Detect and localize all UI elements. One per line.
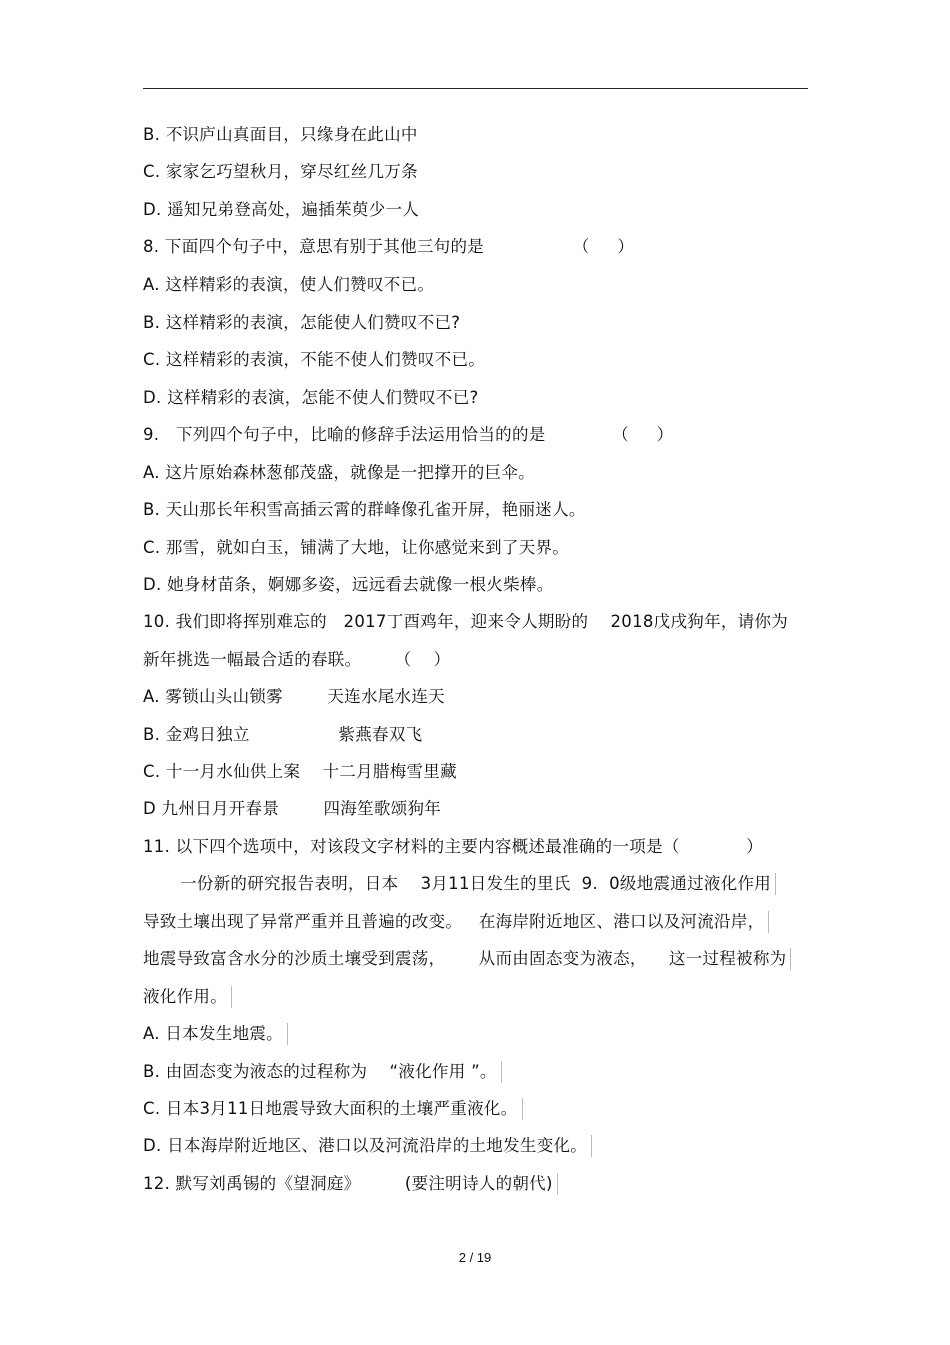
passage-line-4: 液化作用。: [143, 986, 232, 1008]
question-10-cont: 新年挑选一幅最合适的春联。 （ ）: [143, 650, 451, 669]
option-11b: B. 由固态变为液态的过程称为 “液化作用 ”。: [143, 1061, 502, 1083]
option-10d: D 九州日月开春景 四海笙歌颂狗年: [143, 799, 442, 818]
question-10: 10. 我们即将挥别难忘的 2017丁酉鸡年，迎来令人期盼的 2018戊戌狗年，请你为: [143, 612, 789, 631]
option-8c: C. 这样精彩的表演，不能不使人们赞叹不已。: [143, 350, 486, 369]
question-9: 9. 下列四个句子中，比喻的修辞手法运用恰当的的是 （ ）: [143, 425, 674, 444]
option-7c: C. 家家乞巧望秋月，穿尽红丝几万条: [143, 162, 418, 181]
option-10a: A. 雾锁山头山锁雾 天连水尾水连天: [143, 687, 445, 706]
option-9a: A. 这片原始森林葱郁茂盛，就像是一把撑开的巨伞。: [143, 463, 535, 482]
option-8b: B. 这样精彩的表演，怎能使人们赞叹不已?: [143, 313, 461, 332]
question-8: 8. 下面四个句子中，意思有别于其他三句的是 （ ）: [143, 237, 635, 256]
page-number: 2 / 19: [458, 1250, 492, 1265]
header-rule: [143, 88, 808, 89]
question-11: 11. 以下四个选项中，对该段文字材料的主要内容概述最准确的一项是（ ）: [143, 837, 764, 856]
option-9d: D. 她身材苗条，婀娜多姿，远远看去就像一根火柴棒。: [143, 575, 554, 594]
option-11d: D. 日本海岸附近地区、港口以及河流沿岸的土地发生变化。: [143, 1135, 592, 1157]
passage-line-2: 导致土壤出现了异常严重并且普遍的改变。 在海岸附近地区、港口以及河流沿岸，: [143, 911, 769, 933]
passage-line-1: 一份新的研究报告表明，日本 3月11日发生的里氏 9. 0级地震通过液化作用: [180, 873, 776, 895]
option-10c: C. 十一月水仙供上案 十二月腊梅雪里藏: [143, 762, 457, 781]
option-9b: B. 天山那长年积雪高插云霄的群峰像孔雀开屏，艳丽迷人。: [143, 500, 586, 519]
option-7b: B. 不识庐山真面目，只缘身在此山中: [143, 125, 418, 144]
option-10b: B. 金鸡日独立 紫燕春双飞: [143, 725, 423, 744]
option-8d: D. 这样精彩的表演，怎能不使人们赞叹不已?: [143, 388, 479, 407]
passage-line-3: 地震导致富含水分的沙质土壤受到震荡， 从而由固态变为液态， 这一过程被称为: [143, 948, 791, 970]
option-8a: A. 这样精彩的表演，使人们赞叹不已。: [143, 275, 435, 294]
option-9c: C. 那雪，就如白玉，铺满了大地，让你感觉来到了天界。: [143, 538, 570, 557]
option-7d: D. 遥知兄弟登高处，遍插茱萸少一人: [143, 200, 420, 219]
question-12: 12. 默写刘禹锡的《望洞庭》 (要注明诗人的朝代): [143, 1173, 558, 1195]
option-11c: C. 日本3月11日地震导致大面积的土壤严重液化。: [143, 1098, 523, 1120]
option-11a: A. 日本发生地震。: [143, 1023, 288, 1045]
